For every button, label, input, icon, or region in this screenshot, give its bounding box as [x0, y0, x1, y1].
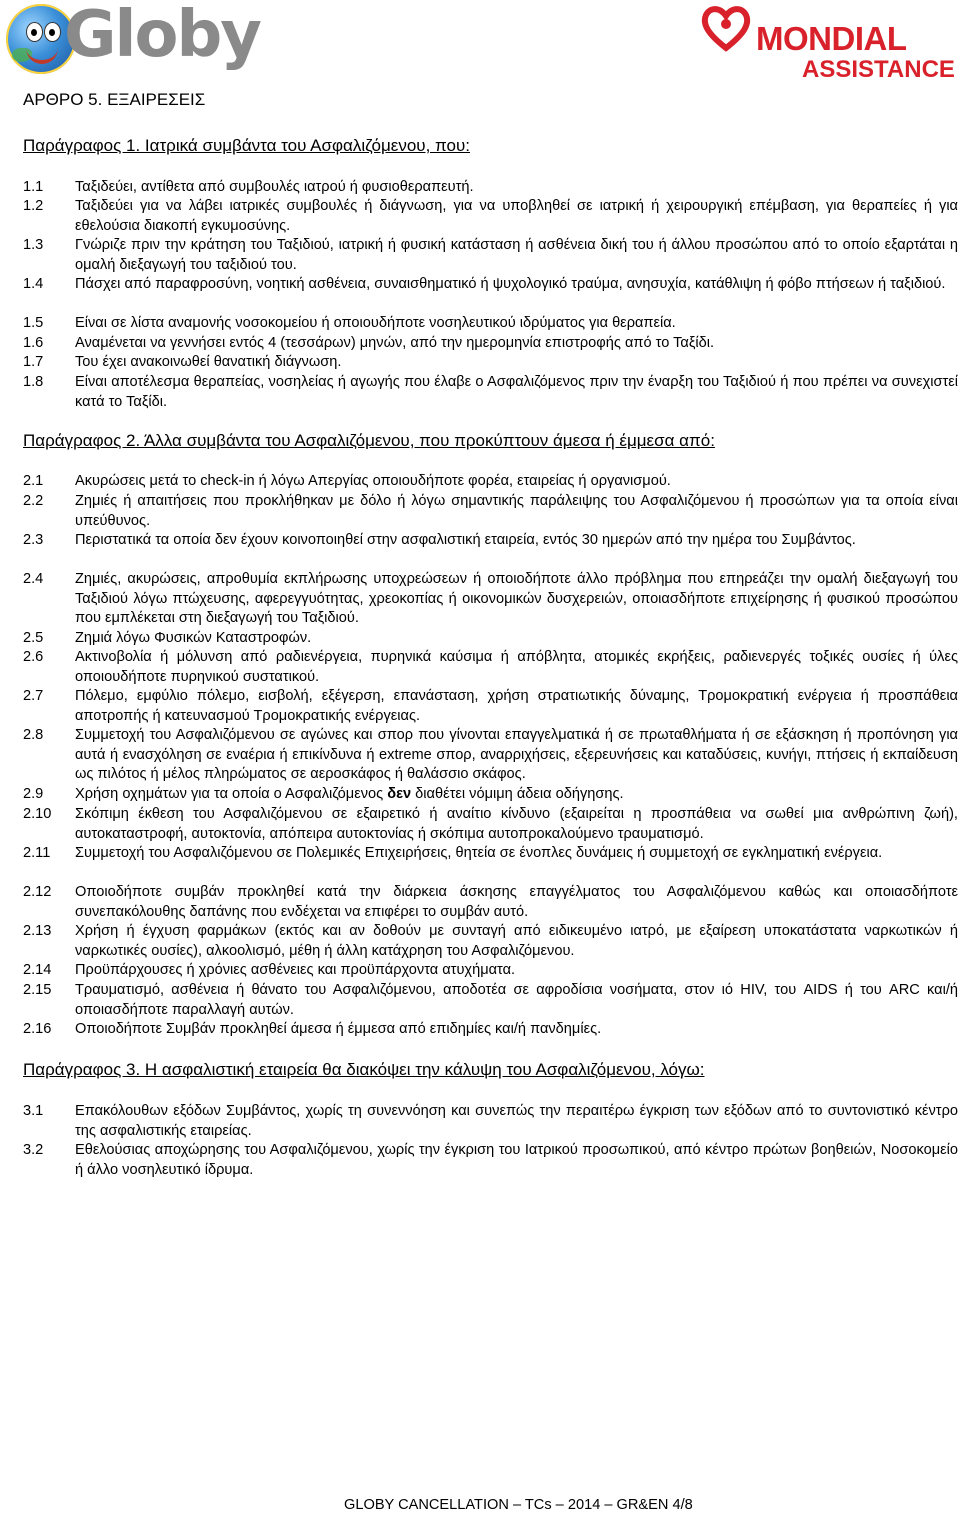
list-item — [23, 922, 958, 961]
item-text: Επακόλουθων εξόδων Συμβάντος, χωρίς τη συνεννόηση και συνεπώς την περαιτέρω έγκριση των εξόδων από το συντονιστικό κέντρο της ασφαλιστικής εταιρείας. — [75, 1103, 958, 1139]
item-number: 2.15 — [23, 982, 52, 998]
article-title: ΑΡΘΡΟ 5. ΕΞΑΙΡΕΣΕΙΣ — [23, 90, 206, 109]
item-number: 3.2 — [23, 1142, 44, 1158]
item-number: 2.3 — [23, 532, 44, 548]
list-item — [23, 726, 958, 785]
list-item — [23, 334, 958, 354]
list-item — [23, 844, 958, 864]
item-text — [75, 785, 958, 805]
list-item — [23, 629, 958, 649]
item-text: Οποιοδήποτε συμβάν προκληθεί κατά την διάρκεια άσκησης επαγγέλματος του Ασφαλιζόμενου καθώς και οποιασδήποτε συνεπακόλουθης δαπάνης που ενδέχεται να επιφέρει το συμβάν αυτό. — [75, 884, 958, 920]
item-text: Ζημιές, ακυρώσεις, απροθυμία εκπλήρωσης υποχρεώσεων ή οποιοδήποτε άλλο πρόβλημα που επηρεάζει την ομαλή διεξαγωγή του Ταξιδιού λόγω πτώχευσης, αφερεγγυότητας, χρεοκοπίας ή οικονομικών δυσχερειών, οποιασδήποτε επιχείρησης ή φυσικού προσώπου που εμπλέκεται στη διεξαγωγή του Ταξιδιού. — [75, 571, 958, 627]
item-number: 2.2 — [23, 493, 44, 509]
mondial-heart-icon — [700, 2, 752, 54]
item-number: 2.10 — [23, 806, 52, 822]
globy-logo-text: Globy — [64, 0, 260, 72]
list-item — [23, 178, 958, 198]
mondial-assistance-logo — [700, 2, 958, 82]
item-text: Εθελούσιας αποχώρησης του Ασφαλιζόμενου, χωρίς την έγκριση του Ιατρικού προσωπικού, από κέντρο πρώτων βοηθειών, Νοσοκομείο ή άλλο νοσηλευτικό ίδρυμα. — [75, 1142, 958, 1178]
item-text: Είναι αποτέλεσμα θεραπείας, νοσηλείας ή αγωγής που έλαβε ο Ασφαλιζόμενος πριν την έναρξη του Ταξιδιού ή που πρέπει να συνεχιστεί κατά το Ταξίδι. — [75, 374, 958, 410]
list-item — [23, 492, 958, 531]
item-text: Χρήση ή έγχυση φαρμάκων (εκτός και αν δοθούν με συνταγή από ειδικευμένο ιατρό, με εξαίρεση υποκατάστατα ναρκωτικών ή ναρκωτικές ουσίες), αλκοολισμό, μέθη ή άλλη κατάχρηση του Ασφαλιζόμενου. — [75, 923, 958, 959]
list-item — [23, 981, 958, 1020]
list-item — [23, 373, 958, 412]
section-heading-3: Παράγραφος 3. Η ασφαλιστική εταιρεία θα διακόψει την κάλυψη του Ασφαλιζόμενου, λόγω: — [23, 1060, 705, 1079]
list-item — [23, 961, 958, 981]
section-heading-2: Παράγραφος 2. Άλλα συμβάντα του Ασφαλιζόμενου, που προκύπτουν άμεσα ή έμμεσα από: — [23, 431, 715, 450]
item-text: Ακτινοβολία ή μόλυνση από ραδιενέργεια, πυρηνικά καύσιμα ή απόβλητα, ατομικές εκρήξεις, ραδιενεργές τοξικές ουσίες ή ύλες οποιουδήποτε πυρηνικού συστατικού. — [75, 649, 958, 685]
list-item — [23, 1102, 958, 1141]
item-text: Ζημιές ή απαιτήσεις που προκλήθηκαν με δόλο ή λόγω σημαντικής παράλειψης του Ασφαλιζόμενου ή προσώπων για τα οποία είναι υπεύθυνος. — [75, 493, 958, 529]
page-footer: GLOBY CANCELLATION – TCs – 2014 – GR&EN 4/8 — [344, 1497, 693, 1513]
item-text: Γνώριζε πριν την κράτηση του Ταξιδιού, ιατρική ή φυσική κατάσταση ή ασθένεια δική του ή άλλου προσώπου από το οποίο εξαρτάται η ομαλή διεξαγωγή του ταξιδιού του. — [75, 237, 958, 273]
globy-logo — [6, 0, 266, 80]
item-text: Σκόπιμη έκθεση του Ασφαλιζόμενου σε εξαιρετικό ή αναίτιο κίνδυνο (εξαιρείται η προσπάθεια να σωθεί μια ανθρώπινη ζωή), αυτοκαταστροφή, αυτοκτονία, απόπειρα αυτοκτονίας ή σκόπιμα αυτοπροκαλούμενο τραυματισμό. — [75, 806, 958, 842]
item-text: Προϋπάρχουσες ή χρόνιες ασθένειες και προϋπάρχοντα ατυχήματα. — [75, 962, 516, 978]
item-number: 2.12 — [23, 884, 52, 900]
list-item — [23, 236, 958, 275]
item-text: Αναμένεται να γεννήσει εντός 4 (τεσσάρων) μηνών, από την ημερομηνία επιστροφής από το Ταξίδι. — [75, 335, 715, 351]
list-item — [23, 472, 958, 492]
item-text: Συμμετοχή του Ασφαλιζόμενου σε Πολεμικές Επιχειρήσεις, θητεία σε ένοπλες δυνάμεις ή συμμετοχή σε εγκληματική ενέργεια. — [75, 845, 883, 861]
item-text: Τραυματισμό, ασθένεια ή θάνατο του Ασφαλιζόμενου, αποδοτέα σε αφροδίσια νοσήματα, στον ιό HIV, του AIDS ή του ARC και/ή οποιασδήποτε παραλλαγή αυτών. — [75, 982, 958, 1018]
item-text: Οποιοδήποτε Συμβάν προκληθεί άμεσα ή έμμεσα από επιδημίες και/ή πανδημίες. — [75, 1021, 602, 1037]
item-text: Πόλεμο, εμφύλιο πόλεμο, εισβολή, εξέγερση, επανάσταση, χρήση στρατιωτικής δύναμης, Τρομοκρατική ενέργεια ή προσπάθεια αποτροπής ή κατευνασμού Τρομοκρατικής ενέργειας. — [75, 688, 958, 724]
item-number: 2.7 — [23, 688, 44, 704]
item-text: Περιστατικά τα οποία δεν έχουν κοινοποιηθεί στην ασφαλιστική εταιρεία, εντός 30 ημερών από την ημέρα του Συμβάντος. — [75, 532, 856, 548]
item-text: Ταξιδεύει για να λάβει ιατρικές συμβουλές ή διάγνωση, για να υποβληθεί σε ιατρική ή χειρουργική επέμβαση, για θεραπείες ή για εθελούσια διακοπή εγκυμοσύνης. — [75, 198, 958, 234]
list-item — [23, 883, 958, 922]
item-text: Συμμετοχή του Ασφαλιζόμενου σε αγώνες και σπορ που γίνονται επαγγελματικά ή σε πρωταθλήματα ή σε εξάσκηση ή προπόνηση για αυτά ή ενασχόληση σε εναέρια ή επικίνδυνα ή extreme σπορ, αναρριχήσεις, εξερευνήσεις και καταδύσεις, κυνήγι, πτήσεις ή εκπαίδευση ως πιλότος ή μέλος πληρώματος σε αεροσκάφος ή θαλάσσιο σκάφος. — [75, 727, 958, 783]
item-number: 1.8 — [23, 374, 44, 390]
item-number: 1.5 — [23, 315, 44, 331]
list-item — [23, 570, 958, 629]
item-number: 3.1 — [23, 1103, 44, 1119]
item-number: 1.7 — [23, 354, 44, 370]
list-item — [23, 314, 958, 334]
list-item — [23, 197, 958, 236]
item-text: Ακυρώσεις μετά το check-in ή λόγω Απεργίας οποιουδήποτε φορέα, εταιρείας ή οργανισμού. — [75, 473, 671, 489]
item-text: Ζημιά λόγω Φυσικών Καταστροφών. — [75, 630, 312, 646]
list-item — [23, 805, 958, 844]
list-item — [23, 275, 958, 295]
list-item — [23, 353, 958, 373]
item-text: Ταξιδεύει, αντίθετα από συμβουλές ιατρού ή φυσιοθεραπευτή. — [75, 179, 474, 195]
list-item — [23, 648, 958, 687]
item-number: 2.8 — [23, 727, 44, 743]
item-number: 2.4 — [23, 571, 44, 587]
mondial-logo-line2: ASSISTANCE — [802, 56, 955, 83]
list-item — [23, 531, 958, 551]
item-number: 2.13 — [23, 923, 52, 939]
item-text-bold: δεν — [387, 786, 412, 802]
item-number: 1.3 — [23, 237, 44, 253]
item-number: 1.1 — [23, 179, 44, 195]
item-number: 1.6 — [23, 335, 44, 351]
item-number: 2.9 — [23, 786, 44, 802]
item-text: Είναι σε λίστα αναμονής νοσοκομείου ή οποιουδήποτε νοσηλευτικού ιδρύματος για θεραπεία. — [75, 315, 676, 331]
item-number: 2.1 — [23, 473, 44, 489]
list-item — [23, 687, 958, 726]
item-number: 1.2 — [23, 198, 44, 214]
item-number: 1.4 — [23, 276, 44, 292]
item-number: 2.5 — [23, 630, 44, 646]
item-number: 2.6 — [23, 649, 44, 665]
item-number: 2.16 — [23, 1021, 52, 1037]
list-item — [23, 785, 958, 805]
item-text: Του έχει ανακοινωθεί θανατική διάγνωση. — [75, 354, 342, 370]
item-number: 2.14 — [23, 962, 52, 978]
item-number: 2.11 — [23, 845, 51, 861]
item-text-part: διαθέτει νόμιμη άδεια οδήγησης. — [411, 786, 624, 802]
section-heading-1: Παράγραφος 1. Ιατρικά συμβάντα του Ασφαλιζόμενου, που: — [23, 136, 470, 155]
item-text: Πάσχει από παραφροσύνη, νοητική ασθένεια, συναισθηματικό ή ψυχολογικό τραύμα, ανησυχία, κατάθλιψη ή φόβο πτήσεων ή ταξιδιού. — [75, 276, 946, 292]
list-item — [23, 1141, 958, 1180]
item-text-part: Χρήση οχημάτων για τα οποία ο Ασφαλιζόμενος — [75, 786, 388, 802]
list-item — [23, 1020, 958, 1040]
mondial-logo-line1: MONDIAL — [756, 20, 907, 57]
